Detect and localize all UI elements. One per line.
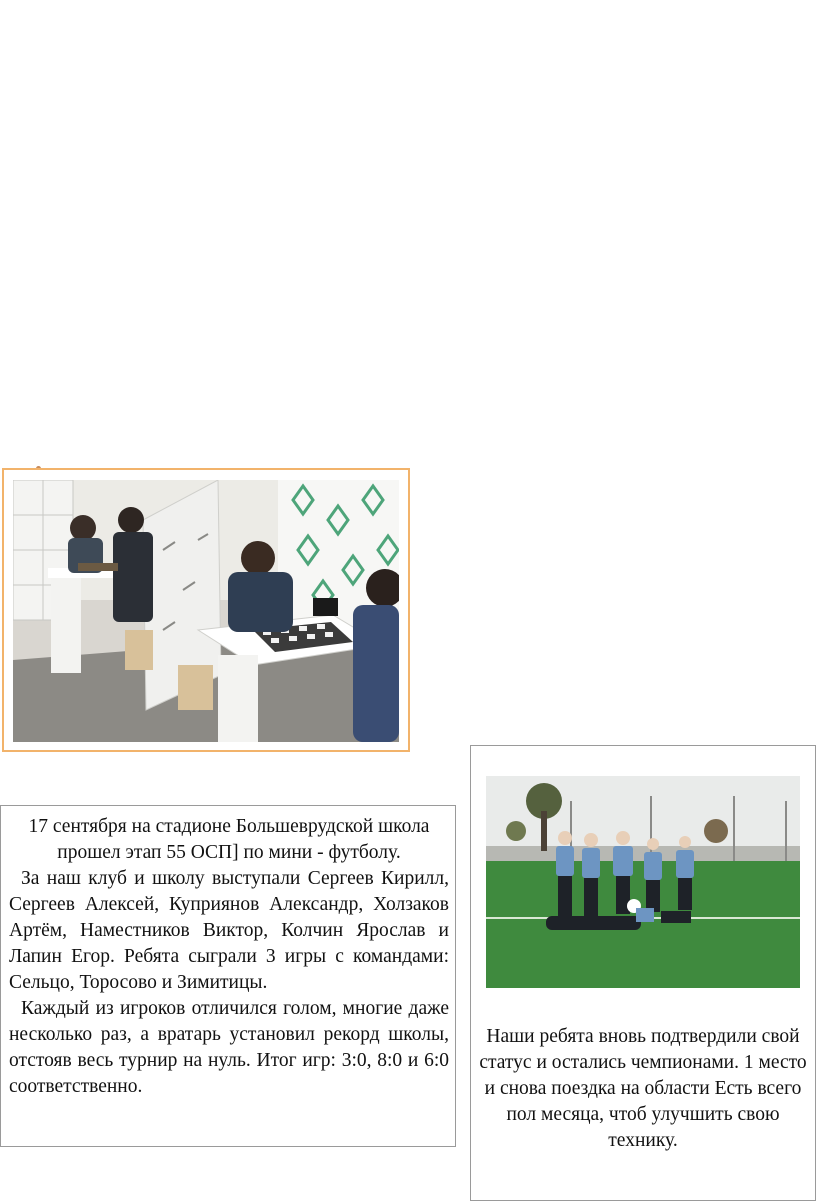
chess-photo bbox=[13, 480, 399, 742]
team-photo bbox=[486, 776, 800, 988]
team-card bbox=[470, 745, 816, 1201]
story-results: Каждый из игроков отличился голом, многие даже несколько раз, а вратарь установил рекорд школы, отстояв весь турнир на нуль. Итог игр: 3:0, 8:0 и 6:0 соответственно. bbox=[9, 998, 449, 1097]
chess-photo-frame bbox=[2, 468, 410, 752]
football-story-box bbox=[0, 805, 456, 1147]
story-intro: 17 сентября на стадионе Большеврудской школа прошел этап 55 ОСП] по мини - футболу. bbox=[28, 816, 430, 863]
team-caption: Наши ребята вновь подтвердили свой статус и остались чемпионами. 1 место и снова поездка на области Есть всего пол месяца, чтоб улучшить свою технику. bbox=[479, 1026, 807, 1151]
story-players: За наш клуб и школу выступали Сергеев Кирилл, Сергеев Алексей, Куприянов Александр, Холзаков Артём, Наместников Виктор, Колчин Ярослав и Лапин Егор. Ребята сыграли 3 игры с командами: Сельцо, Торосово и Зимитицы. bbox=[9, 868, 449, 993]
